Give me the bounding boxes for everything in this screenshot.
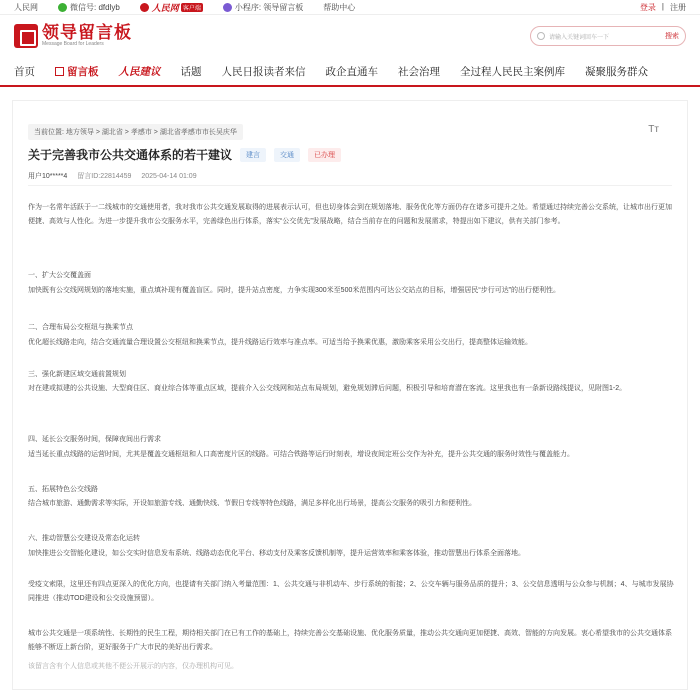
section-heading: 一、扩大公交覆盖面 (28, 272, 91, 279)
divider (28, 185, 672, 186)
app-tag: 客户端 (181, 3, 203, 12)
section-text: 对在建或拟建的公共设施、大型商住区、商业综合体等重点区域，提前介入公交线网和站点布局规划，避免规划滞后问题，积极引导和培育潜在客流。这里我也有一条新设路线提议，见附图1-2。 (28, 385, 627, 392)
search-input[interactable]: 请输入关键词回车一下 (549, 34, 610, 41)
topbar-wechat[interactable] (58, 2, 120, 13)
nav-people-suggestion[interactable]: 人民建议 (118, 65, 161, 78)
nav-social-governance[interactable]: 社会治理 (398, 65, 440, 78)
topbar-help[interactable] (323, 2, 355, 13)
nav-topics[interactable]: 话题 (180, 65, 202, 78)
closing-paragraph: 城市公共交通是一项系统性、长期性的民生工程，期待相关部门在已有工作的基础上，持续完善公交基础设施、优化服务质量，推动公共交通向更加便捷、高效、智能的方向发展。衷心希望我市的公共交通体系能够不断迈上新台阶，更好服务于广大市民的美好出行需求。 (28, 630, 672, 651)
nav-message-board-label: 留言板 (67, 65, 99, 78)
page-title: 关于完善我市公共交通体系的若干建议 (28, 148, 233, 162)
header (0, 15, 700, 57)
app-icon (140, 3, 149, 12)
timestamp: 2025-04-14 01:09 (141, 173, 197, 180)
topbar-app[interactable] (140, 1, 203, 14)
section-heading: 六、推动智慧公交建设及常态化运转 (28, 535, 140, 542)
section-text: 结合城市旅游、通勤需求等实际，开设如旅游专线、通勤快线、节假日专线等特色线路，满足多样化出行场景，提高公交服务的吸引力和便利性。 (28, 500, 476, 507)
message-meta (28, 171, 205, 181)
section-heading: 五、拓展特色公交线路 (28, 486, 98, 493)
message-id: 留言ID:22814459 (77, 173, 132, 180)
section-heading: 三、强化新建区域交通前置规划 (28, 371, 126, 378)
nav-readers-letters[interactable]: 人民日报读者来信 (221, 65, 306, 78)
search-button[interactable]: 搜索 (665, 33, 679, 40)
nav-serve-masses[interactable]: 凝聚服务群众 (585, 65, 648, 78)
miniapp-label: 小程序: 领导留言板 (234, 2, 304, 12)
search-icon (537, 32, 545, 40)
wechat-label: 微信号: dfdlyb (70, 2, 120, 12)
search-box[interactable] (530, 26, 686, 46)
tag-suggestion: 建言 (240, 148, 266, 162)
top-bar: 人民网 微信号: dfdlyb 人民网 客户端 小程序: 领导留言板 帮助中心 登录 | 注册 (0, 0, 700, 15)
nav-democracy-cases[interactable]: 全过程人民民主案例库 (460, 65, 565, 78)
wechat-icon (58, 3, 67, 12)
logo-subtitle: Message Board for Leaders (42, 41, 104, 47)
status-badge: 已办理 (308, 148, 341, 162)
author: 用户10*****4 (28, 173, 68, 180)
section-text: 加快既有公交线网规划的落地实施，重点填补现有覆盖盲区。同时，提升站点密度，力争实现300米至500米范围内可达公交站点的目标，增强居民“步行可达”的出行便利性。 (28, 287, 561, 294)
topbar-people-link[interactable] (14, 2, 38, 13)
nav-gov-enterprise[interactable]: 政企直通车 (325, 65, 378, 78)
section-heading: 二、合理布局公交枢纽与换乘节点 (28, 324, 133, 331)
login-link[interactable]: 登录 (639, 2, 656, 12)
topbar-miniapp[interactable] (223, 2, 303, 13)
intro-paragraph: 作为一名常年活跃于一二线城市的交通使用者，我对我市公共交通发展取得的进展表示认可，但也切身体会到在规划落地、服务优化等方面仍存在诸多可提升之处。希望通过持续完善公交系统，让城市出行更加便捷、高效与人性化。为进一步提升我市公交服务水平，完善绿色出行体系，落实“公交优先”发展战略，结合当前存在的问题和发展需求，特提出如下建议，供有关部门参考。 (28, 204, 672, 225)
font-size-icon[interactable]: Tт (648, 124, 659, 135)
help-label: 帮助中心 (323, 2, 356, 12)
message-detail (12, 100, 688, 690)
message-board-icon (55, 67, 64, 76)
logo-icon (14, 24, 38, 48)
section-text: 适当延长重点线路的运营时间，尤其是覆盖交通枢纽和人口高密度片区的线路。可结合铁路等运行时刻表，增设夜间定班公交作为补充，提升公共交通的服务时效性与覆盖能力。 (28, 451, 574, 458)
page-title-row (28, 146, 341, 163)
section-heading: 四、延长公交服务时间，保障夜间出行需求 (28, 436, 161, 443)
breadcrumb[interactable]: 当前位置: 地方领导 > 湖北省 > 孝感市 > 湖北省孝感市市长吴庆华 (28, 124, 243, 140)
logo-title: 领导留言板 (42, 23, 132, 42)
privacy-notice: 该留言含有个人信息或其他不便公开展示的内容，仅办理机构可见。 (28, 663, 238, 670)
topbar-people-label: 人民网 (14, 2, 38, 12)
section-text: 加快推进公交智能化建设，如公交实时信息发布系统、线路动态优化平台、移动支付及乘客反馈机制等，提升运营效率和乘客体验，推动智慧出行体系全面落地。 (28, 550, 525, 557)
nav-home[interactable]: 首页 (14, 65, 35, 78)
tag-traffic: 交通 (274, 148, 300, 162)
extra-paragraph: 受疫文索限，这里还有四点更深入的优化方向，也提请有关部门纳入考量范围：1、公共交通与非机动车、步行系统的衔接；2、公交车辆与服务品质的提升；3、公交信息透明与公众参与机制；4、与城市发展协同推进（推动TOD建设和公交设施预留）。 (28, 581, 674, 602)
app-logo-text: 人民网 (151, 3, 179, 14)
miniapp-icon (223, 3, 232, 12)
section-text: 优化超长线路走向，结合交通流量合理设置公交枢纽和换乘节点，提升线路运行效率与准点率。可适当给予换乘优惠，激励乘客采用公交出行，提高整体运输效能。 (28, 339, 532, 346)
nav-message-board[interactable] (55, 64, 99, 79)
main-nav (0, 57, 700, 87)
register-link[interactable]: 注册 (670, 2, 686, 12)
site-logo[interactable] (14, 24, 132, 48)
